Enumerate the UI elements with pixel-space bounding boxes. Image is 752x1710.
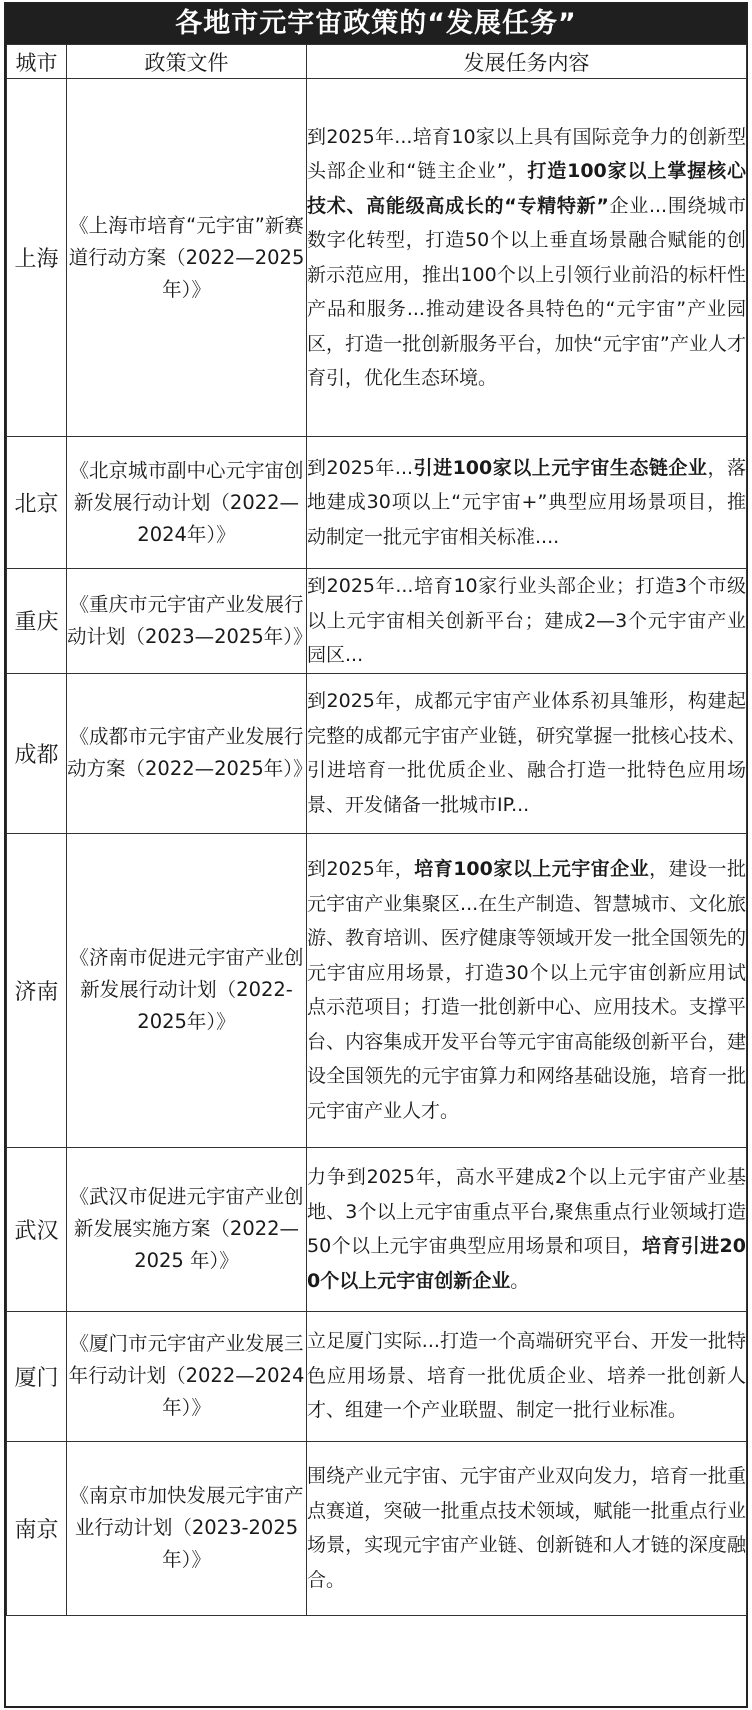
header-doc: 政策文件 — [67, 45, 307, 79]
policy-document-cell: 《上海市培育“元宇宙”新赛道行动方案（2022—2025年）》 — [67, 79, 307, 437]
development-task-cell — [307, 569, 747, 674]
city-cell: 武汉 — [7, 1147, 67, 1311]
development-task-cell — [307, 79, 747, 437]
table-row — [7, 673, 747, 833]
policy-document-cell: 《济南市促进元宇宙产业创新发展行动计划（2022-2025年）》 — [67, 833, 307, 1147]
city-cell: 济南 — [7, 833, 67, 1147]
task-highlight-text: 培育引进200个以上元宇宙创新企业 — [307, 1235, 746, 1292]
table-row — [7, 569, 747, 674]
development-task-cell — [307, 673, 747, 833]
city-cell: 上海 — [7, 79, 67, 437]
table-row — [7, 1311, 747, 1441]
header-city: 城市 — [7, 45, 67, 79]
policy-document-cell: 《重庆市元宇宙产业发展行动计划（2023—2025年）》 — [67, 569, 307, 674]
task-text: 到2025年...培育10家以上具有国际竞争力的创新型头部企业和“链主企业”， — [307, 125, 746, 182]
development-task-cell — [307, 833, 747, 1147]
policy-document-cell: 《武汉市促进元宇宙产业创新发展实施方案（2022—2025 年）》 — [67, 1147, 307, 1311]
task-highlight-text: 培育100家以上元宇宙企业 — [414, 858, 650, 880]
city-cell: 北京 — [7, 437, 67, 569]
task-text: ，落地建成30项以上“元宇宙+”典型应用场景项目，推动制定一批元宇宙相关标准.... — [307, 456, 746, 548]
task-text: 到2025年，成都元宇宙产业体系初具雏形，构建起完整的成都元宇宙产业链，研究掌握一批核心技术、引进培育一批优质企业、融合打造一批特色应用场景、开发储备一批城市IP... — [307, 690, 746, 816]
task-text: 到2025年， — [307, 858, 415, 880]
table-row — [7, 1441, 747, 1615]
policy-table-frame — [4, 2, 748, 1708]
development-task-cell — [307, 1147, 747, 1311]
task-text: ，建设一批元宇宙产业集聚区...在生产制造、智慧城市、文化旅游、教育培训、医疗健康等领域开发一批全国领先的元宇宙应用场景，打造30个以上元宇宙创新应用试点示范项目；打造一批创新中心、应用技术。支撑平台、内容集成开发平台等元宇宙高能级创新平台，建设全国领先的元宇宙算力和网络基础设施，培育一批元宇宙产业人才。 — [307, 858, 746, 1122]
policy-document-cell: 《成都市元宇宙产业发展行动方案（2022—2025年）》 — [67, 673, 307, 833]
table-row — [7, 833, 747, 1147]
task-highlight-text: 引进100家以上元宇宙生态链企业 — [413, 456, 708, 479]
city-cell: 厦门 — [7, 1311, 67, 1441]
policy-document-cell: 《南京市加快发展元宇宙产业行动计划（2023-2025年）》 — [67, 1441, 307, 1615]
city-cell: 南京 — [7, 1441, 67, 1615]
policy-table — [6, 44, 747, 1616]
policy-document-cell: 《北京城市副中心元宇宙创新发展行动计划（2022—2024年）》 — [67, 437, 307, 569]
task-text: 到2025年...培育10家行业头部企业；打造3个市级以上元宇宙相关创新平台；建成2—3个元宇宙产业园区... — [307, 575, 746, 666]
table-row — [7, 1147, 747, 1311]
table-title: 各地市元宇宙政策的“发展任务” — [6, 4, 746, 44]
city-cell: 重庆 — [7, 569, 67, 674]
task-text: 围绕产业元宇宙、元宇宙产业双向发力，培育一批重点赛道，突破一批重点技术领域，赋能一批重点行业场景，实现元宇宙产业链、创新链和人才链的深度融合。 — [307, 1465, 746, 1591]
task-text: 到2025年... — [307, 456, 414, 479]
development-task-cell — [307, 1311, 747, 1441]
task-text: 。 — [510, 1269, 530, 1292]
table-row — [7, 437, 747, 569]
city-cell: 成都 — [7, 673, 67, 833]
task-highlight-text: 打造100家以上掌握核心技术、高能级高成长的“专精特新” — [307, 160, 746, 217]
development-task-cell — [307, 1441, 747, 1615]
policy-document-cell: 《厦门市元宇宙产业发展三年行动计划（2022—2024年）》 — [67, 1311, 307, 1441]
table-row — [7, 79, 747, 437]
header-row — [7, 45, 747, 79]
header-task: 发展任务内容 — [307, 45, 747, 79]
task-text: 力争到2025年，高水平建成2个以上元宇宙产业基地、3个以上元宇宙重点平台,聚焦重点行业领域打造50个以上元宇宙典型应用场景和项目， — [307, 1166, 746, 1257]
task-text: 立足厦门实际...打造一个高端研究平台、开发一批特色应用场景、培育一批优质企业、培养一批创新人才、组建一个产业联盟、制定一批行业标准。 — [307, 1330, 746, 1422]
task-text: 企业...围绕城市数字化转型，打造50个以上垂直场景融合赋能的创新示范应用，推出100个以上引领行业前沿的标杆性产品和服务...推动建设各具特色的“元宇宙”产业园区，打造一批创新服务平台，加快“元宇宙”产业人才育引，优化生态环境。 — [307, 194, 746, 389]
development-task-cell — [307, 437, 747, 569]
